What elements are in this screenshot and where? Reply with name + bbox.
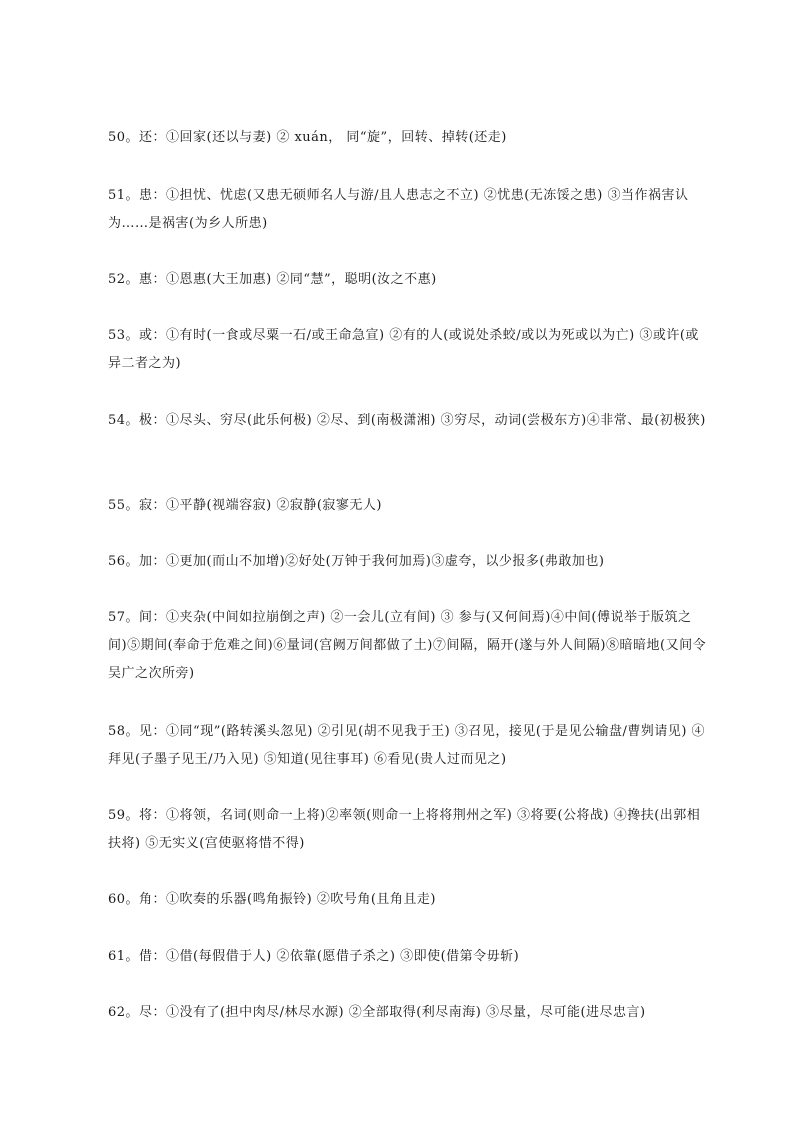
entry-51: 51。患：①担忧、忧虑(又患无硕师名人与游/且人患志之不立) ②忧患(无冻馁之患) ③当作祸害认为……是祸害(为乡人所患) — [108, 188, 689, 231]
entry-59: 59。将：①将领，名词(则命一上将)②率领(则命一上将将荆州之军) ③将要(公将战) ④搀扶(出郭相扶将) ⑤无实义(宫使驱将惜不得) — [108, 808, 701, 851]
entry-53: 53。或：①有时(一食或尽粟一石/或王命急宣) ②有的人(或说处杀蛟/或以为死或以为亡) ③或许(或异二者之为) — [108, 328, 699, 371]
entry-61: 61。借：①借(每假借于人) ②依靠(愿借子杀之) ③即使(借第令毋斩) — [108, 949, 520, 964]
entry-55: 55。寂：①平静(视端容寂) ②寂静(寂寥无人) — [108, 498, 382, 513]
entry-50: 50。还：①回家(还以与妻) ② xuán， 同“旋”，回转、掉转(还走) — [108, 130, 507, 145]
entry-52: 52。惠：①恩惠(大王加惠) ②同“慧”，聪明(汝之不惠) — [108, 272, 437, 287]
entry-62: 62。尽：①没有了(担中肉尽/林尽水源) ②全部取得(利尽南海) ③尽量，尽可能(进尽忠言) — [108, 1005, 646, 1020]
entry-58: 58。见：①同“现”(路转溪头忽见) ②引见(胡不见我于王) ③召见，接见(于是见公输盘/曹刿请见) ④拜见(子墨子见王/乃入见) ⑤知道(见往事耳) ⑥看见(贵人过而见之) — [108, 724, 706, 767]
entry-57: 57。间：①夹杂(中间如拉崩倒之声) ②一会儿(立有间) ③ 参与(又何间焉)④中间(傅说举于版筑之间)⑤期间(奉命于危难之间)⑥量词(宫阙万间都做了土)⑦间隔，隔开(遂与外人间隔)⑧暗暗地(又间令吴广之次所旁) — [108, 610, 707, 681]
entry-54: 54。极：①尽头、穷尽(此乐何极) ②尽、到(南极潇湘) ③穷尽，动词(尝极东方)④非常、最(初极狭) — [108, 413, 706, 428]
entry-56: 56。加：①更加(而山不加增)②好处(万钟于我何加焉)③虚夸，以少报多(弗敢加也) — [108, 554, 605, 569]
entry-60: 60。角：①吹奏的乐器(鸣角振铃) ②吹号角(且角且走) — [108, 892, 436, 907]
